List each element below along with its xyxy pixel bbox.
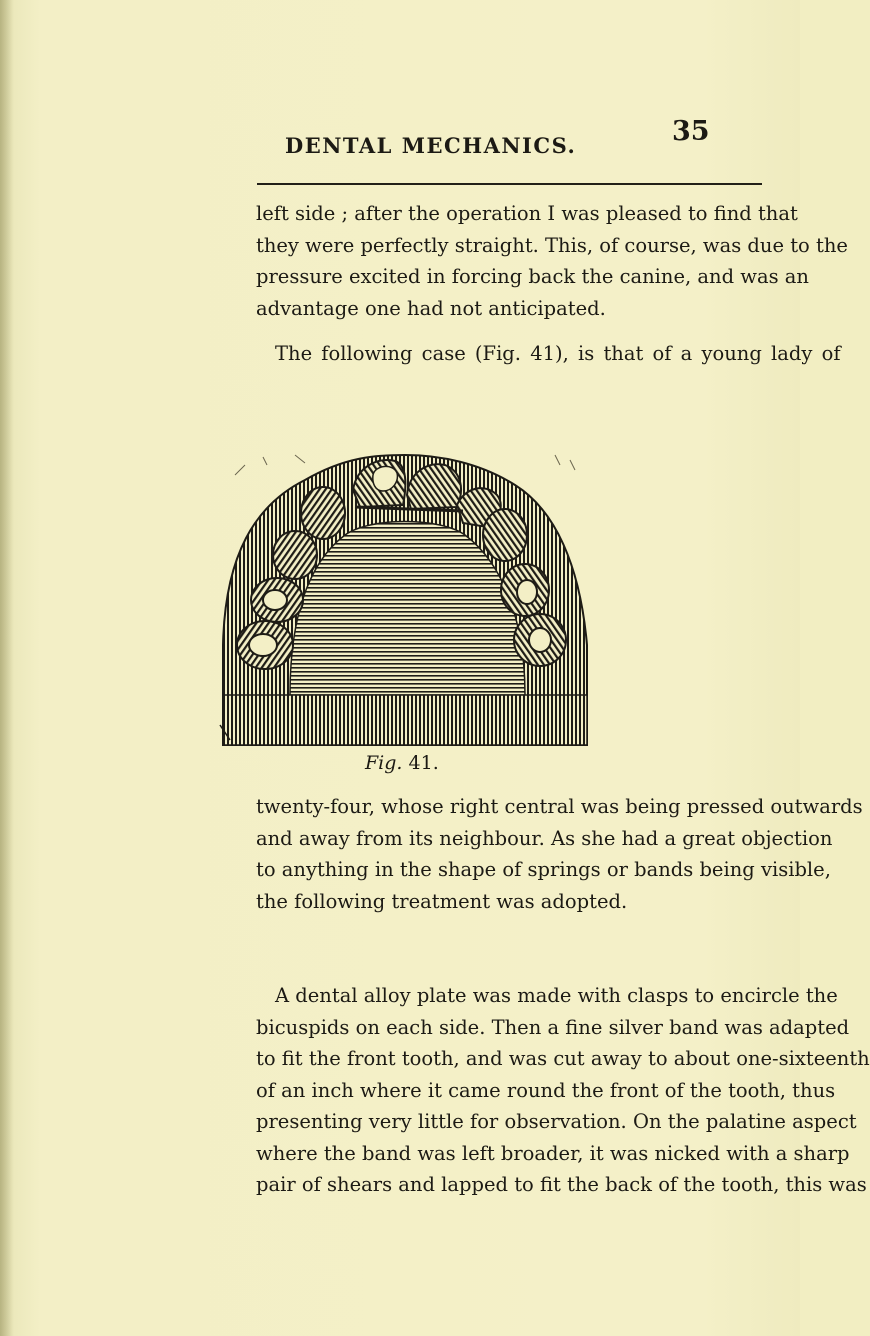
text-line: where the band was left broader, it was nicked with a sharp (256, 1141, 850, 1165)
text-line: twenty-four, whose right central was being pressed outwards (256, 795, 863, 818)
dental-arch-illustration (195, 395, 615, 755)
running-head: DENTAL MECHANICS. (285, 133, 577, 158)
figure-caption (365, 752, 439, 774)
text-line: The following case (Fig. 41), is that of a young lady of (275, 342, 841, 365)
figure-caption-number: 41. (408, 752, 439, 774)
figure-caption-label: Fig. (365, 752, 403, 774)
text-line: pressure excited in forcing back the canine, and was an (256, 265, 809, 288)
text-line: bicuspids on each side. Then a fine silver band was adapted (256, 1015, 850, 1039)
text-line: pair of shears and lapped to fit the back of the tooth, this was (256, 1173, 867, 1196)
header-rule (257, 183, 762, 185)
text-line: and away from its neighbour. As she had a great objection (256, 826, 833, 850)
page-number: 35 (672, 116, 710, 147)
paragraph-2 (275, 338, 841, 370)
text-line: the following treatment was adopted. (256, 889, 628, 913)
text-line: they were perfectly straight. This, of course, was due to the (256, 233, 848, 257)
text-line: to anything in the shape of springs or bands being visible, (256, 858, 831, 881)
text-line: presenting very little for observation. On the palatine aspect (256, 1110, 857, 1133)
text-line: A dental alloy plate was made with clasps to encircle the (275, 984, 838, 1007)
paragraph-1 (256, 198, 848, 324)
spine-shadow (0, 0, 14, 1336)
paragraph-4 (256, 980, 870, 1201)
text-line: advantage one had not anticipated. (256, 296, 606, 320)
text-line: left side ; after the operation I was pleased to find that (256, 202, 798, 225)
text-line: of an inch where it came round the front of the tooth, thus (256, 1078, 836, 1102)
paragraph-3 (256, 791, 863, 917)
text-line: to fit the front tooth, and was cut away to about one-sixteenth (256, 1047, 870, 1070)
